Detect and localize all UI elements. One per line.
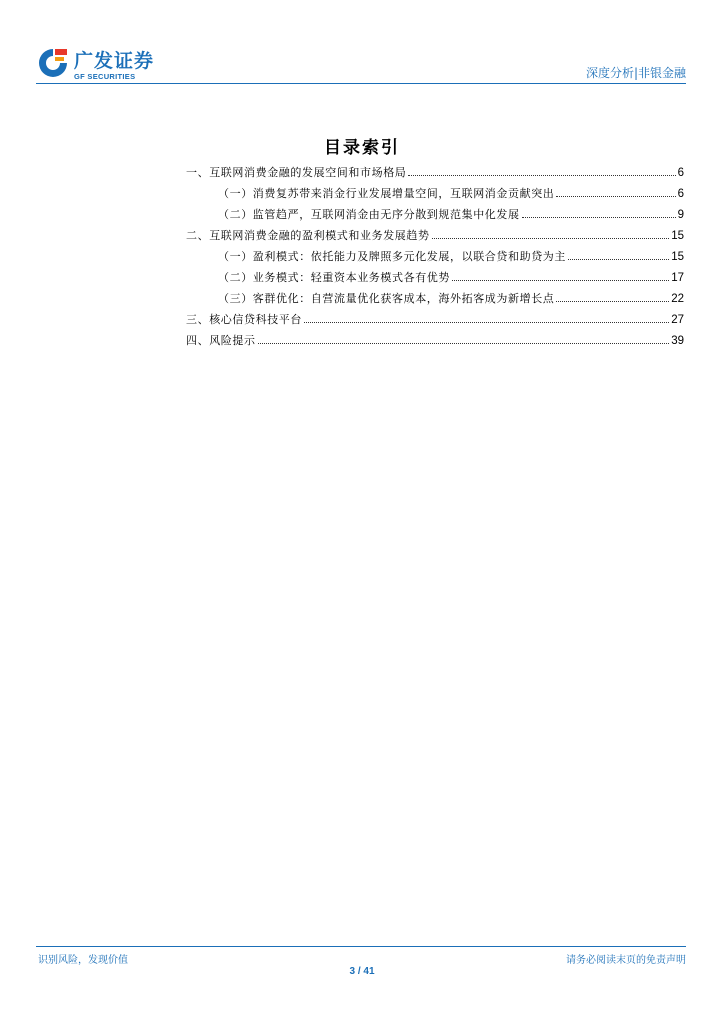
logo-chinese-text: 广发证券: [74, 50, 155, 72]
table-of-contents: [186, 164, 684, 353]
toc-entry-text: 二、互联网消费金融的盈利模式和业务发展趋势: [186, 229, 430, 242]
page-number: 3 / 41: [349, 966, 375, 977]
header-divider: [36, 83, 686, 84]
toc-entry-text: 一、互联网消费金融的发展空间和市场格局: [186, 166, 407, 179]
toc-entry-text: 三、核心信贷科技平台: [186, 313, 302, 326]
toc-entry-text: （一）盈利模式：依托能力及牌照多元化发展，以联合贷和助贷为主: [218, 250, 566, 263]
toc-entry-text: （二）业务模式：轻重资本业务模式各有优势: [218, 271, 450, 284]
toc-entry-page: 6: [677, 167, 684, 179]
footer-slogan: 识别风险，发现价值: [38, 955, 128, 966]
toc-entry-text: （三）客群优化：自营流量优化获客成本，海外拓客成为新增长点: [218, 292, 555, 305]
toc-entry[interactable]: [186, 248, 684, 269]
toc-entry-page: 9: [677, 209, 684, 221]
toc-leader-dots: [568, 259, 669, 260]
report-category: 深度分析|非银金融: [585, 66, 686, 80]
toc-entry[interactable]: [186, 206, 684, 227]
toc-leader-dots: [556, 301, 669, 302]
gf-logo-icon: [36, 46, 70, 80]
toc-entry-page: 27: [671, 314, 684, 326]
toc-entry-page: 17: [671, 272, 684, 284]
toc-entry-text: （一）消费复苏带来消金行业发展增量空间，互联网消金贡献突出: [218, 187, 555, 200]
toc-entry[interactable]: [186, 227, 684, 248]
footer-divider: [36, 946, 686, 947]
toc-entry[interactable]: [186, 269, 684, 290]
toc-leader-dots: [432, 238, 670, 239]
toc-entry[interactable]: [186, 164, 684, 185]
toc-entry-text: （二）监管趋严，互联网消金由无序分散到规范集中化发展: [218, 208, 520, 221]
toc-entry-page: 6: [677, 188, 684, 200]
toc-entry[interactable]: [186, 290, 684, 311]
footer-disclaimer-note: 请务必阅读末页的免责声明: [566, 955, 686, 966]
toc-leader-dots: [304, 322, 669, 323]
page-header: [0, 0, 724, 90]
toc-leader-dots: [556, 196, 675, 197]
toc-entry[interactable]: [186, 332, 684, 353]
toc-leader-dots: [522, 217, 676, 218]
toc-leader-dots: [408, 175, 675, 176]
company-logo: [36, 46, 166, 86]
toc-leader-dots: [258, 343, 670, 344]
toc-entry-page: 15: [671, 230, 684, 242]
toc-entry-page: 39: [671, 335, 684, 347]
toc-entry[interactable]: [186, 311, 684, 332]
toc-entry-text: 四、风险提示: [186, 334, 256, 347]
toc-entry-page: 22: [671, 293, 684, 305]
toc-entry-page: 15: [671, 251, 684, 263]
toc-title: 目录索引: [324, 138, 400, 158]
logo-english-text: GF SECURITIES: [74, 72, 136, 81]
toc-entry[interactable]: [186, 185, 684, 206]
toc-leader-dots: [452, 280, 669, 281]
